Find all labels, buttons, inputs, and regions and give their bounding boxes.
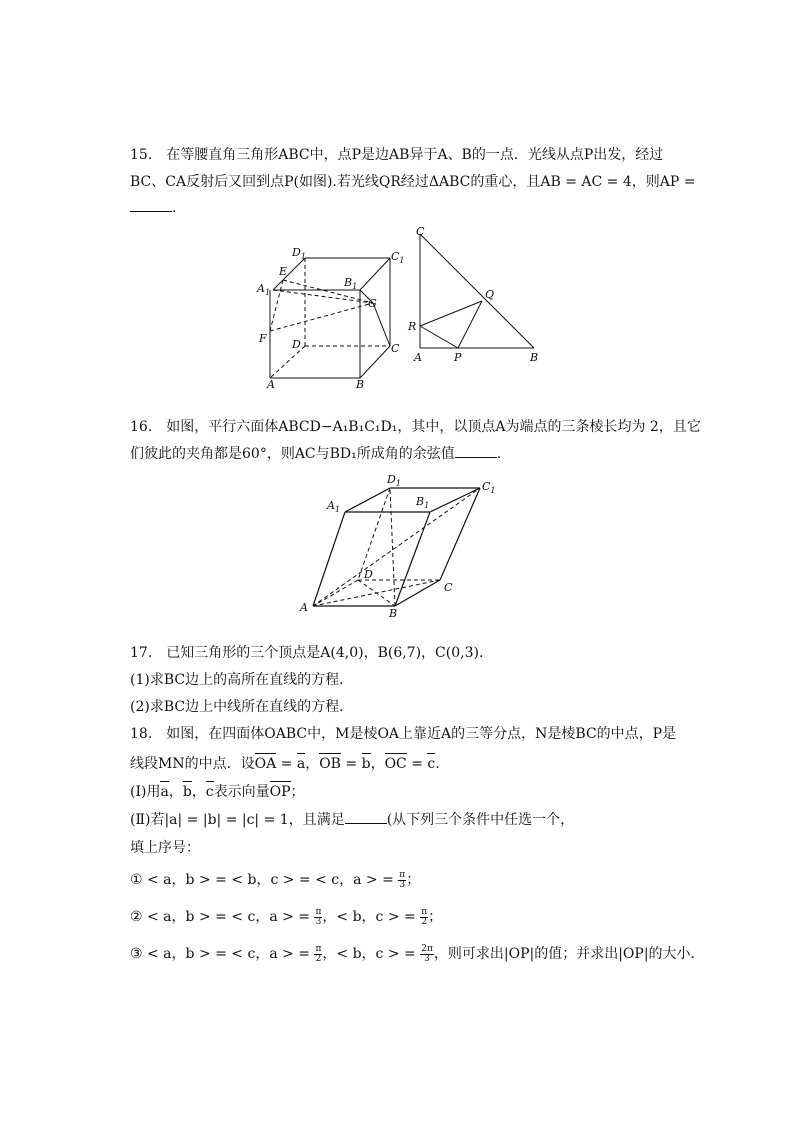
- label-c: C: [391, 342, 400, 355]
- label-p: P: [454, 351, 462, 364]
- parallelepiped-figure: [295, 470, 505, 620]
- q17-line-1: 17. 已知三角形的三个顶点是A(4,0)，B(6,7)，C(0,3).: [130, 645, 484, 661]
- option-2-text-b: ，< b，c > =: [322, 909, 416, 925]
- label-d: D: [364, 568, 373, 581]
- cube-figure: [250, 248, 410, 393]
- q15-line-3: [130, 198, 176, 218]
- label-c1: $C_1$: [482, 480, 496, 495]
- label-a1: $A_1$: [327, 499, 341, 514]
- label-d1: $D_1$: [292, 248, 306, 261]
- label-c: C: [444, 581, 453, 594]
- label-b: B: [356, 378, 365, 391]
- q17-line-3: (2)求BC边上中线所在直线的方程．: [130, 699, 354, 715]
- label-c1: $C_1$: [391, 250, 405, 265]
- q18-part-1-text: (Ⅰ)用: [130, 784, 161, 800]
- fraction-2pi-over-3: $\frac{2\pi}{3}$: [421, 943, 433, 964]
- option-3-text-b: ，< b，c > =: [322, 946, 416, 962]
- vector-c: c: [205, 784, 214, 800]
- q16-line-1: 16. 如图，平行六面体ABCD−A₁B₁C₁D₁，其中，以顶点A为端点的三条棱长均为 2，且它: [130, 419, 701, 435]
- label-d: D: [292, 338, 301, 351]
- q18-option-3: [130, 944, 705, 964]
- answer-blank: [130, 199, 172, 212]
- option-1-text: ① < a，b > = < b，c > = < c，a > =: [130, 872, 394, 888]
- q17-line-2: (1)求BC边上的高所在直线的方程．: [130, 672, 354, 688]
- q18-line-1: 18. 如图，在四面体OABC中，M是棱OA上靠近A的三等分点，N是棱BC的中点，P是: [130, 726, 677, 742]
- q15-line-1: 15. 在等腰直角三角形ABC中，点P是边AB异于A、B的一点．光线从点P出发，经过: [130, 147, 664, 163]
- option-3-text-c: ，则可求出|OP|的值；并求出|OP|的大小．: [433, 946, 705, 962]
- fraction-pi-over-2: $\frac{\pi}{2}$: [315, 943, 322, 964]
- answer-blank: [345, 811, 387, 824]
- period: .: [172, 200, 177, 216]
- q18-part-2-text-b: (从下列三个条件中任选一个，: [386, 812, 575, 828]
- label-a: A: [267, 378, 275, 391]
- label-b: B: [389, 607, 398, 620]
- q18-part-2-text: (Ⅱ)若|a| = |b| = |c| = 1，且满足: [130, 812, 345, 828]
- label-a: A: [300, 601, 308, 614]
- q16-line-2-text: 们彼此的夹角都是60°，则AC与BD₁所成角的余弦值: [130, 446, 455, 462]
- q18-line-2-text: 线段MN的中点．设: [130, 756, 255, 772]
- label-b1: $B_1$: [416, 495, 430, 510]
- vector-ob: OB: [319, 756, 341, 772]
- label-q: Q: [485, 288, 495, 301]
- answer-blank: [455, 445, 497, 458]
- q18-part-1-text-b: 表示向量: [213, 784, 270, 800]
- label-e: E: [279, 265, 288, 278]
- vector-b: b: [361, 756, 371, 772]
- label-b1: $B_1$: [344, 276, 358, 291]
- q15-line-2: BC、CA反射后又回到点P(如图).若光线QR经过ΔABC的重心，且AB = AC = 4，则AP =: [130, 174, 696, 190]
- q18-option-1: ① < a，b > = < b，c > = < c，a > = $\frac{\pi}{3}$ ；: [130, 869, 421, 890]
- vector-oa: OA: [254, 756, 277, 772]
- triangle-figure: [404, 224, 544, 369]
- fraction-pi-over-2: $\frac{\pi}{2}$: [421, 906, 428, 927]
- label-b: B: [530, 351, 539, 364]
- label-a: A: [414, 351, 422, 364]
- vector-a: a: [296, 756, 306, 772]
- option-2-text: ② < a，b > = < c，a > =: [130, 909, 311, 925]
- fraction-pi-over-3: $\frac{\pi}{3}$: [399, 869, 406, 890]
- label-f: F: [259, 332, 267, 345]
- label-r: R: [408, 320, 417, 333]
- vector-b: b: [182, 784, 192, 800]
- q18-line-2: 线段MN的中点．设OA = a，OB = b，OC = c.: [130, 756, 440, 772]
- option-3-text: ③ < a，b > = < c，a > =: [130, 946, 311, 962]
- label-a1: $A_1$: [257, 282, 271, 297]
- label-g: G: [368, 297, 377, 310]
- label-c: C: [416, 225, 425, 238]
- vector-c: c: [427, 756, 436, 772]
- q18-line-4: [130, 810, 574, 830]
- fraction-pi-over-3: $\frac{\pi}{3}$: [315, 906, 322, 927]
- q18-line-5: 填上序号：: [130, 840, 200, 856]
- q18-line-3: (Ⅰ)用a，b，c表示向量OP；: [130, 784, 305, 800]
- q18-option-2: ② < a，b > = < c，a > = $\frac{\pi}{3}$ ，< b，c > = $\frac{\pi}{2}$ ；: [130, 906, 443, 927]
- period: .: [496, 446, 502, 462]
- vector-a: a: [160, 784, 169, 800]
- vector-oc: OC: [384, 756, 407, 772]
- label-d1: $D_1$: [387, 473, 401, 488]
- q16-line-2: [130, 444, 501, 464]
- vector-op: OP: [269, 784, 291, 800]
